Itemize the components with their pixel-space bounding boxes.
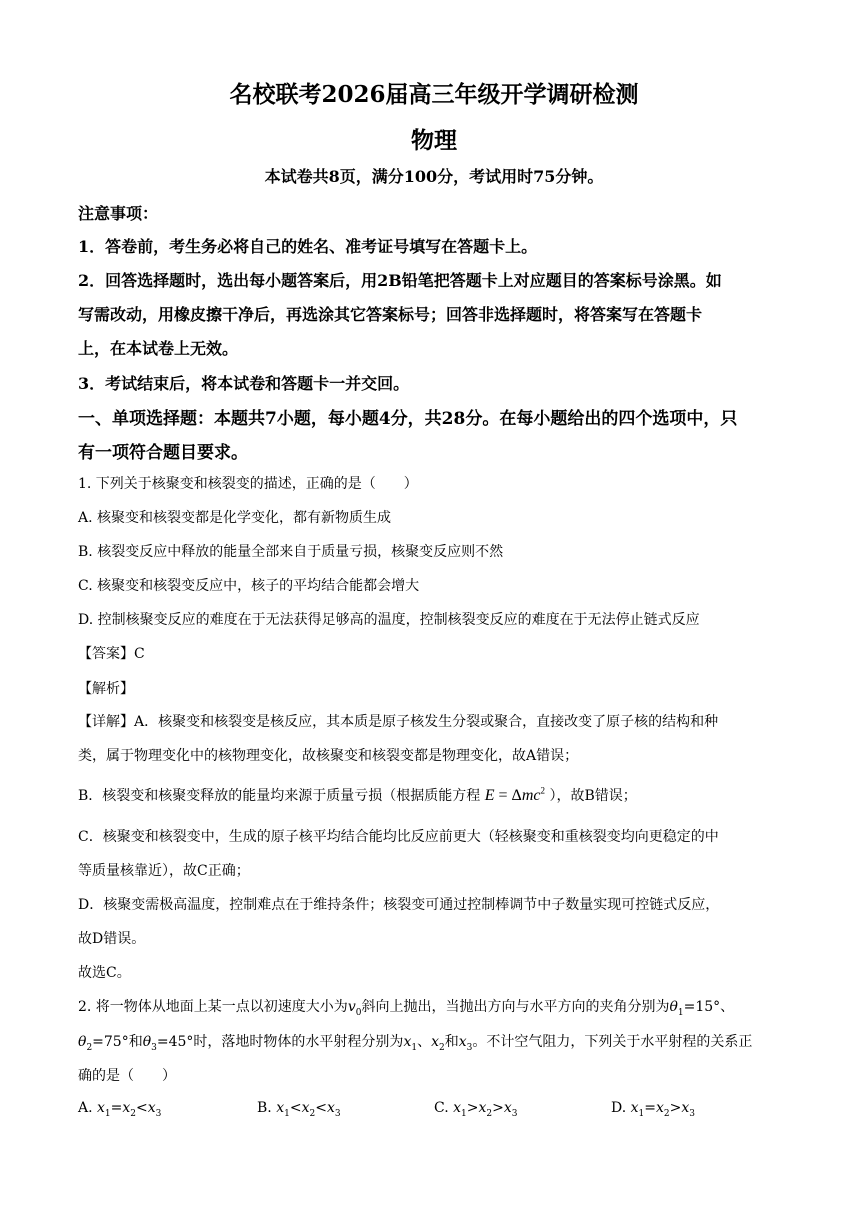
opt-b-rel1: < [289,1100,302,1116]
opt-a-x3: x [147,1100,156,1116]
opt-c-x2: x [478,1100,487,1116]
q2-theta3-sub: 3 [151,1042,157,1053]
opt-a-rel2: < [136,1100,148,1116]
q2-text-a: 2. 将一物体从地面上某一点以初速度大小为 [78,999,348,1015]
opt-b-x1-sub: 1 [284,1108,290,1119]
question-1-detail-c-line-2: 等质量核靠近），故C正确； [78,863,250,879]
exam-info: 本试卷共8页，满分100分，考试用时75分钟。 [264,167,604,186]
q2-x3: x [458,1034,467,1050]
formula-mc: mc [521,787,541,804]
opt-c-label: C. [434,1100,454,1116]
question-1-option-c: C. 核聚变和核裂变反应中，核子的平均结合能都会增大 [78,578,420,594]
question-1-detail-c-line-1: C．核聚变和核裂变中，生成的原子核平均结合能均比反应前更大（轻核聚变和重核裂变均向更稳定的中 [78,829,719,845]
opt-d-x3: x [681,1100,690,1116]
notice-heading: 注意事项： [78,204,159,223]
opt-d-x2-sub: 2 [663,1108,670,1119]
opt-c-x1-sub: 1 [461,1108,467,1119]
q2-theta2: θ [78,1034,87,1050]
opt-a-x2-sub: 2 [130,1108,137,1119]
q2-x1: x [403,1034,412,1050]
question-1-detail-line-2: 类，属于物理变化中的核物理变化，故核聚变和核裂变都是物理变化，故A错误； [78,748,579,764]
q2-x1-sub: 1 [411,1042,418,1053]
question-1-conclusion: 故选C。 [78,965,131,981]
q2-text-c: =15°、 [683,999,735,1015]
opt-d-rel1: = [644,1100,657,1116]
question-2-option-c [434,1100,518,1119]
formula-superscript: 2 [540,785,545,796]
question-1-option-b: B. 核裂变反应中释放的能量全部来自于质量亏损，核聚变反应则不然 [78,544,504,560]
notice-item-2-line-3: 上，在本试卷上无效。 [78,339,239,358]
opt-a-x3-sub: 3 [155,1108,162,1119]
question-1-stem: 1. 下列关于核聚变和核裂变的描述，正确的是（ ） [78,476,418,492]
opt-d-x3-sub: 3 [689,1108,696,1119]
opt-d-x2: x [656,1100,664,1116]
question-2-option-b [257,1100,341,1119]
question-1-answer: 【答案】C [78,646,145,662]
exam-title: 名校联考2026届高三年级开学调研检测 [229,81,639,108]
opt-b-x2: x [301,1100,310,1116]
q2-text-f: 、 [417,1034,432,1050]
question-2-stem-line-3: 确的是（ ） [78,1068,176,1084]
opt-a-rel1: = [110,1100,123,1116]
q2-x2-sub: 2 [438,1042,445,1053]
notice-item-2-line-2: 写需改动，用橡皮擦干净后，再选涂其它答案标号；回答非选择题时，将答案写在答题卡 [78,305,703,324]
notice-item-1: 1．答卷前，考生务必将自己的姓名、准考证号填写在答题卡上。 [78,237,538,256]
question-1-detail-d-line-1: D．核聚变需极高温度，控制难点在于维持条件；核裂变可通过控制棒调节中子数量实现可控链式反应， [78,897,720,913]
question-1-option-d: D. 控制核聚变反应的难度在于无法获得足够高的温度，控制核裂变反应的难度在于无法停止链式反应 [78,612,700,628]
q2-theta2-sub: 2 [86,1042,93,1053]
q2-text-e: =45°时，落地时物体的水平射程分别为 [156,1034,404,1050]
detail-b-suffix: ），故B错误； [549,788,637,804]
opt-d-x1-sub: 1 [638,1108,645,1119]
mass-energy-formula [485,787,545,804]
question-2-stem-line-1 [78,996,734,1018]
opt-c-x3: x [503,1100,512,1116]
q2-text-b: 斜向上抛出，当抛出方向与水平方向的夹角分别为 [361,999,670,1015]
q2-theta1: θ [669,999,678,1015]
opt-c-x2-sub: 2 [486,1108,493,1119]
opt-d-rel2: > [669,1100,682,1116]
q2-text-h: 。不计空气阻力，下列关于水平射程的关系正 [472,1034,753,1050]
q2-v0-sub: 0 [355,1007,362,1018]
opt-a-x1-sub: 1 [104,1108,111,1119]
section-heading-line-2: 有一项符合题目要求。 [78,443,248,463]
question-1-analysis-label: 【解析】 [78,681,134,697]
opt-c-x3-sub: 3 [511,1108,518,1119]
q2-x3-sub: 3 [466,1042,473,1053]
q2-x2: x [431,1034,439,1050]
question-2-option-a [78,1100,161,1119]
opt-d-x1: x [630,1100,639,1116]
formula-equals-delta: = Δ [494,787,522,804]
opt-a-x2: x [122,1100,131,1116]
opt-b-x3-sub: 3 [334,1108,341,1119]
subject-title: 物理 [411,127,457,154]
q2-text-d: =75°和 [92,1034,143,1050]
formula-e: E [484,787,495,804]
opt-c-x1: x [453,1100,462,1116]
opt-b-x1: x [276,1100,285,1116]
opt-a-x1: x [97,1100,105,1116]
opt-c-rel1: > [466,1100,479,1116]
opt-d-label: D. [611,1100,631,1116]
q2-theta1-sub: 1 [677,1007,684,1018]
opt-a-label: A. [78,1100,98,1116]
question-1-detail-line-1: 【详解】A．核聚变和核裂变是核反应，其本质是原子核发生分裂或聚合，直接改变了原子核的结构和种 [78,714,719,730]
question-2-stem-line-2 [78,1031,752,1053]
opt-b-x3: x [326,1100,335,1116]
q2-v0: v [347,999,356,1015]
opt-b-x2-sub: 2 [309,1108,316,1119]
question-2-option-d [611,1100,695,1119]
question-1-option-a: A. 核聚变和核裂变都是化学变化，都有新物质生成 [78,510,392,526]
question-1-detail-b [78,785,637,805]
section-heading-line-1: 一、单项选择题：本题共7小题，每小题4分，共28分。在每小题给出的四个选项中，只 [78,409,738,429]
detail-b-text: B．核裂变和核聚变释放的能量均来源于质量亏损（根据质能方程 [78,788,481,804]
notice-item-2-line-1: 2．回答选择题时，选出每小题答案后，用2B铅笔把答题卡上对应题目的答案标号涂黑。如 [78,271,722,290]
notice-item-3: 3．考试结束后，将本试卷和答题卡一并交回。 [78,374,410,393]
question-1-detail-d-line-2: 故D错误。 [78,931,146,947]
opt-c-rel2: > [492,1100,504,1116]
opt-b-label: B. [257,1100,277,1116]
q2-theta3: θ [142,1034,152,1050]
opt-b-rel2: < [315,1100,327,1116]
q2-text-g: 和 [444,1034,459,1050]
